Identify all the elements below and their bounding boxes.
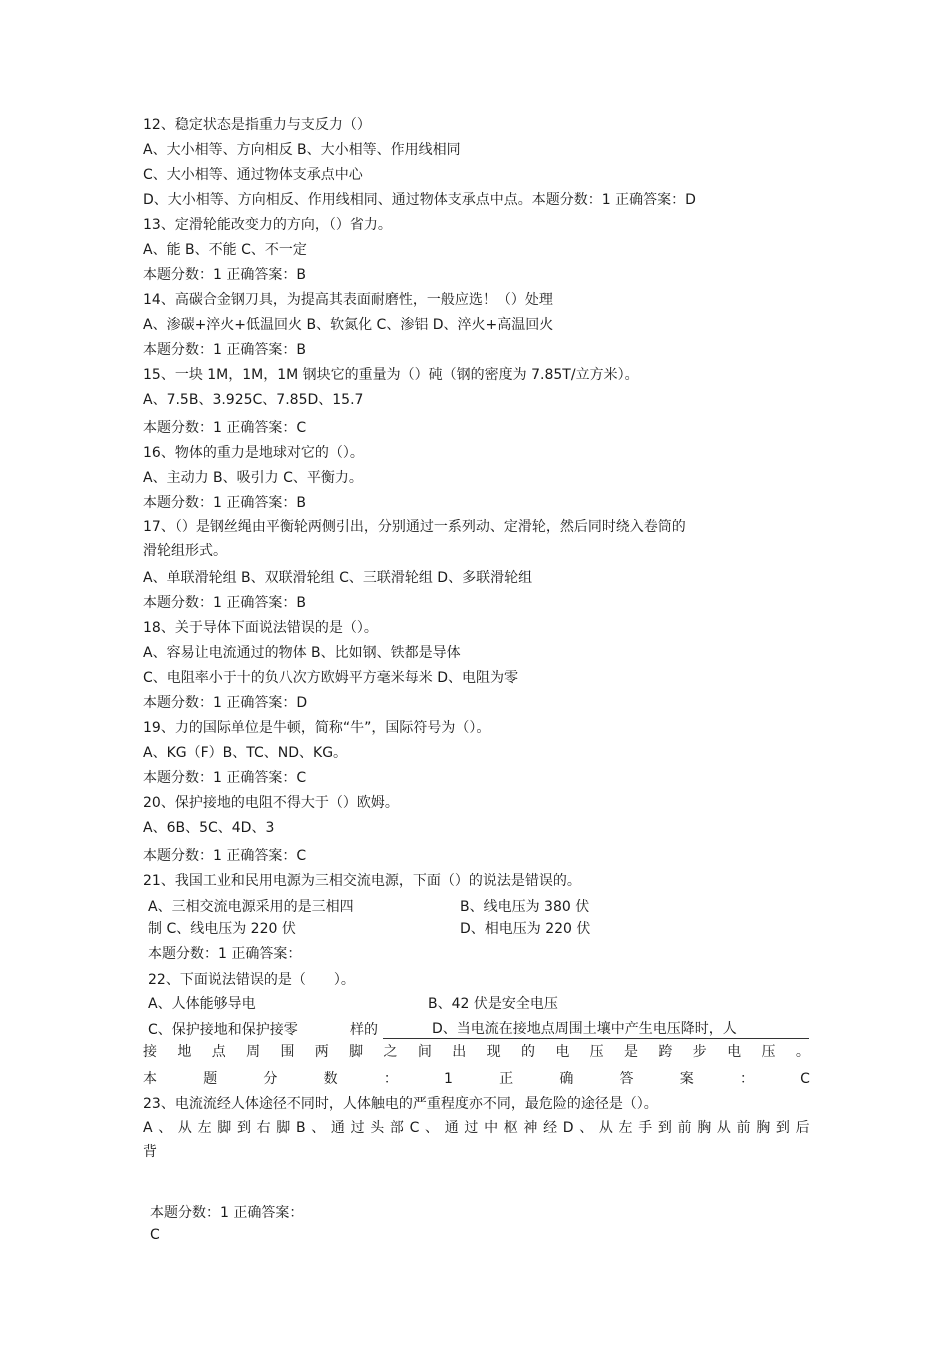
- q15-title: 15、一块 1M，1M，1M 钢块它的重量为（）砘（钢的密度为 7.85T/立方米）。: [143, 367, 639, 383]
- q21-answer: 本题分数：1 正确答案：: [148, 946, 302, 962]
- q19-options: A、KG（F）B、TC、ND、KG。: [143, 745, 348, 761]
- char: 题: [203, 1071, 218, 1087]
- q17-answer: 本题分数：1 正确答案：B: [143, 595, 306, 611]
- char: 部: [389, 1120, 404, 1136]
- underline-rule: [383, 1038, 809, 1039]
- q22-title: 22、下面说法错误的是（ ）。: [148, 972, 355, 988]
- q21-option-d: D、相电压为 220 伏: [460, 921, 591, 937]
- char: 通: [444, 1120, 459, 1136]
- q23-options: [143, 1118, 810, 1138]
- q14-title: 14、高碳合金钢刀具，为提高其表面耐磨性，一般应选！（）处理: [143, 292, 553, 308]
- q22-option-c: C、保护接地和保护接零: [148, 1022, 298, 1038]
- char: 胸: [756, 1120, 771, 1136]
- q19-answer: 本题分数：1 正确答案：C: [143, 770, 307, 786]
- char: 跨: [658, 1044, 673, 1060]
- char: 确: [559, 1071, 574, 1087]
- char: 胸: [697, 1120, 712, 1136]
- char: 经: [543, 1120, 558, 1136]
- char: 之: [383, 1044, 398, 1060]
- char: 神: [523, 1120, 538, 1136]
- q16-options: A、主动力 B、吸引力 C、平衡力。: [143, 470, 363, 486]
- q16-title: 16、物体的重力是地球对它的（）。: [143, 445, 364, 461]
- q13-options: A、能 B、不能 C、不一定: [143, 242, 307, 258]
- char: A: [143, 1120, 153, 1136]
- char: 围: [280, 1044, 295, 1060]
- q22-option-a: A、人体能够导电: [148, 996, 256, 1012]
- char: 到: [775, 1120, 790, 1136]
- char: 从: [177, 1120, 192, 1136]
- char: 通: [330, 1120, 345, 1136]
- q17-title: 17、（）是钢丝绳由平衡轮两侧引出，分别通过一系列动、定滑轮，然后同时绕入卷筒的: [143, 519, 686, 535]
- q17-options: A、单联滑轮组 B、双联滑轮组 C、三联滑轮组 D、多联滑轮组: [143, 570, 533, 586]
- char: 、: [158, 1120, 173, 1136]
- char: ：: [383, 1071, 398, 1087]
- q14-answer: 本题分数：1 正确答案：B: [143, 342, 306, 358]
- char: 枢: [503, 1120, 518, 1136]
- char: 到: [236, 1120, 251, 1136]
- char: 脚: [349, 1044, 364, 1060]
- char: C: [800, 1071, 810, 1087]
- char: ：: [739, 1071, 754, 1087]
- char: 右: [256, 1120, 271, 1136]
- char: 压: [761, 1044, 776, 1060]
- char: 案: [679, 1071, 694, 1087]
- q18-options-ab: A、容易让电流通过的物体 B、比如钢、铁都是导体: [143, 645, 461, 661]
- q19-title: 19、力的国际单位是牛顿，简称“牛”，国际符号为（）。: [143, 720, 491, 736]
- q21-option-b: B、线电压为 380 伏: [460, 899, 590, 915]
- char: 电: [727, 1044, 742, 1060]
- q23-options-end: 背: [143, 1144, 157, 1160]
- q15-answer: 本题分数：1 正确答案：C: [143, 420, 307, 436]
- char: 过: [350, 1120, 365, 1136]
- char: 接: [143, 1044, 157, 1060]
- char: 分: [263, 1071, 278, 1087]
- q22-answer: [143, 1069, 810, 1089]
- q23-title: 23、电流流经人体途径不同时，人体触电的严重程度亦不同，最危险的途径是（）。: [143, 1096, 658, 1112]
- char: 从: [716, 1120, 731, 1136]
- q17-title-cont: 滑轮组形式。: [143, 543, 227, 559]
- char: 头: [370, 1120, 385, 1136]
- char: 数: [323, 1071, 338, 1087]
- char: 的: [520, 1044, 535, 1060]
- char: 是: [624, 1044, 639, 1060]
- q12-options-ab: A、大小相等、方向相反 B、大小相等、作用线相同: [143, 142, 461, 158]
- char: 前: [677, 1120, 692, 1136]
- q12-option-c: C、大小相等、通过物体支承点中心: [143, 167, 363, 183]
- char: 现: [486, 1044, 501, 1060]
- q13-title: 13、定滑轮能改变力的方向，（）省力。: [143, 217, 392, 233]
- q16-answer: 本题分数：1 正确答案：B: [143, 495, 306, 511]
- char: 地: [177, 1044, 192, 1060]
- q18-title: 18、关于导体下面说法错误的是（）。: [143, 620, 378, 636]
- char: 出: [452, 1044, 467, 1060]
- q21-option-a: A、三相交流电源采用的是三相四: [148, 899, 354, 915]
- char: 压: [589, 1044, 604, 1060]
- q21-title: 21、我国工业和民用电源为三相交流电源，下面（）的说法是错误的。: [143, 873, 581, 889]
- char: 1: [444, 1071, 453, 1087]
- char: 手: [638, 1120, 653, 1136]
- char: 后: [795, 1120, 810, 1136]
- q20-title: 20、保护接地的电阻不得大于（）欧姆。: [143, 795, 399, 811]
- char: 两: [314, 1044, 329, 1060]
- q15-options: A、7.5B、3.925C、7.85D、15.7: [143, 392, 364, 408]
- char: 、: [311, 1120, 326, 1136]
- char: 、: [579, 1120, 594, 1136]
- char: 中: [484, 1120, 499, 1136]
- char: 答: [619, 1071, 634, 1087]
- q14-options: A、渗碳+淬火+低温回火 B、软氮化 C、渗铝 D、淬火+高温回火: [143, 317, 554, 333]
- q22-option-d: D、当电流在接地点周围土壤中产生电压降时，人: [432, 1021, 737, 1037]
- char: 周: [246, 1044, 261, 1060]
- q20-answer: 本题分数：1 正确答案：C: [143, 848, 307, 864]
- char: 前: [736, 1120, 751, 1136]
- q12-title: 12、稳定状态是指重力与支反力（）: [143, 117, 371, 133]
- char: 到: [657, 1120, 672, 1136]
- char: 过: [464, 1120, 479, 1136]
- char: 点: [211, 1044, 226, 1060]
- q22-option-b: B、42 伏是安全电压: [428, 996, 558, 1012]
- q12-option-d-answer: D、大小相等、方向相反、作用线相同、通过物体支承点中点。本题分数：1 正确答案：D: [143, 192, 696, 208]
- q20-options: A、6B、5C、4D、3: [143, 820, 275, 836]
- char: 。: [795, 1044, 810, 1060]
- char: C: [409, 1120, 420, 1136]
- char: 左: [618, 1120, 633, 1136]
- char: 脚: [217, 1120, 232, 1136]
- q18-answer: 本题分数：1 正确答案：D: [143, 695, 308, 711]
- char: 、: [425, 1120, 440, 1136]
- q22-option-d-cont: [143, 1042, 810, 1062]
- char: D: [562, 1120, 574, 1136]
- char: 正: [499, 1071, 514, 1087]
- char: 电: [555, 1044, 570, 1060]
- q22-option-c-cont: 样的: [350, 1022, 378, 1038]
- char: 脚: [276, 1120, 291, 1136]
- q23-answer-value: C: [150, 1227, 160, 1243]
- q18-options-cd: C、电阻率小于十的负八次方欧姆平方毫米每米 D、电阻为零: [143, 670, 519, 686]
- char: 本: [143, 1071, 157, 1087]
- q23-answer-label: 本题分数：1 正确答案：: [150, 1205, 304, 1221]
- char: 左: [197, 1120, 212, 1136]
- char: B: [295, 1120, 306, 1136]
- char: 间: [417, 1044, 432, 1060]
- q21-option-c: 制 C、线电压为 220 伏: [148, 921, 296, 937]
- char: 从: [598, 1120, 613, 1136]
- char: 步: [692, 1044, 707, 1060]
- q13-answer: 本题分数：1 正确答案：B: [143, 267, 306, 283]
